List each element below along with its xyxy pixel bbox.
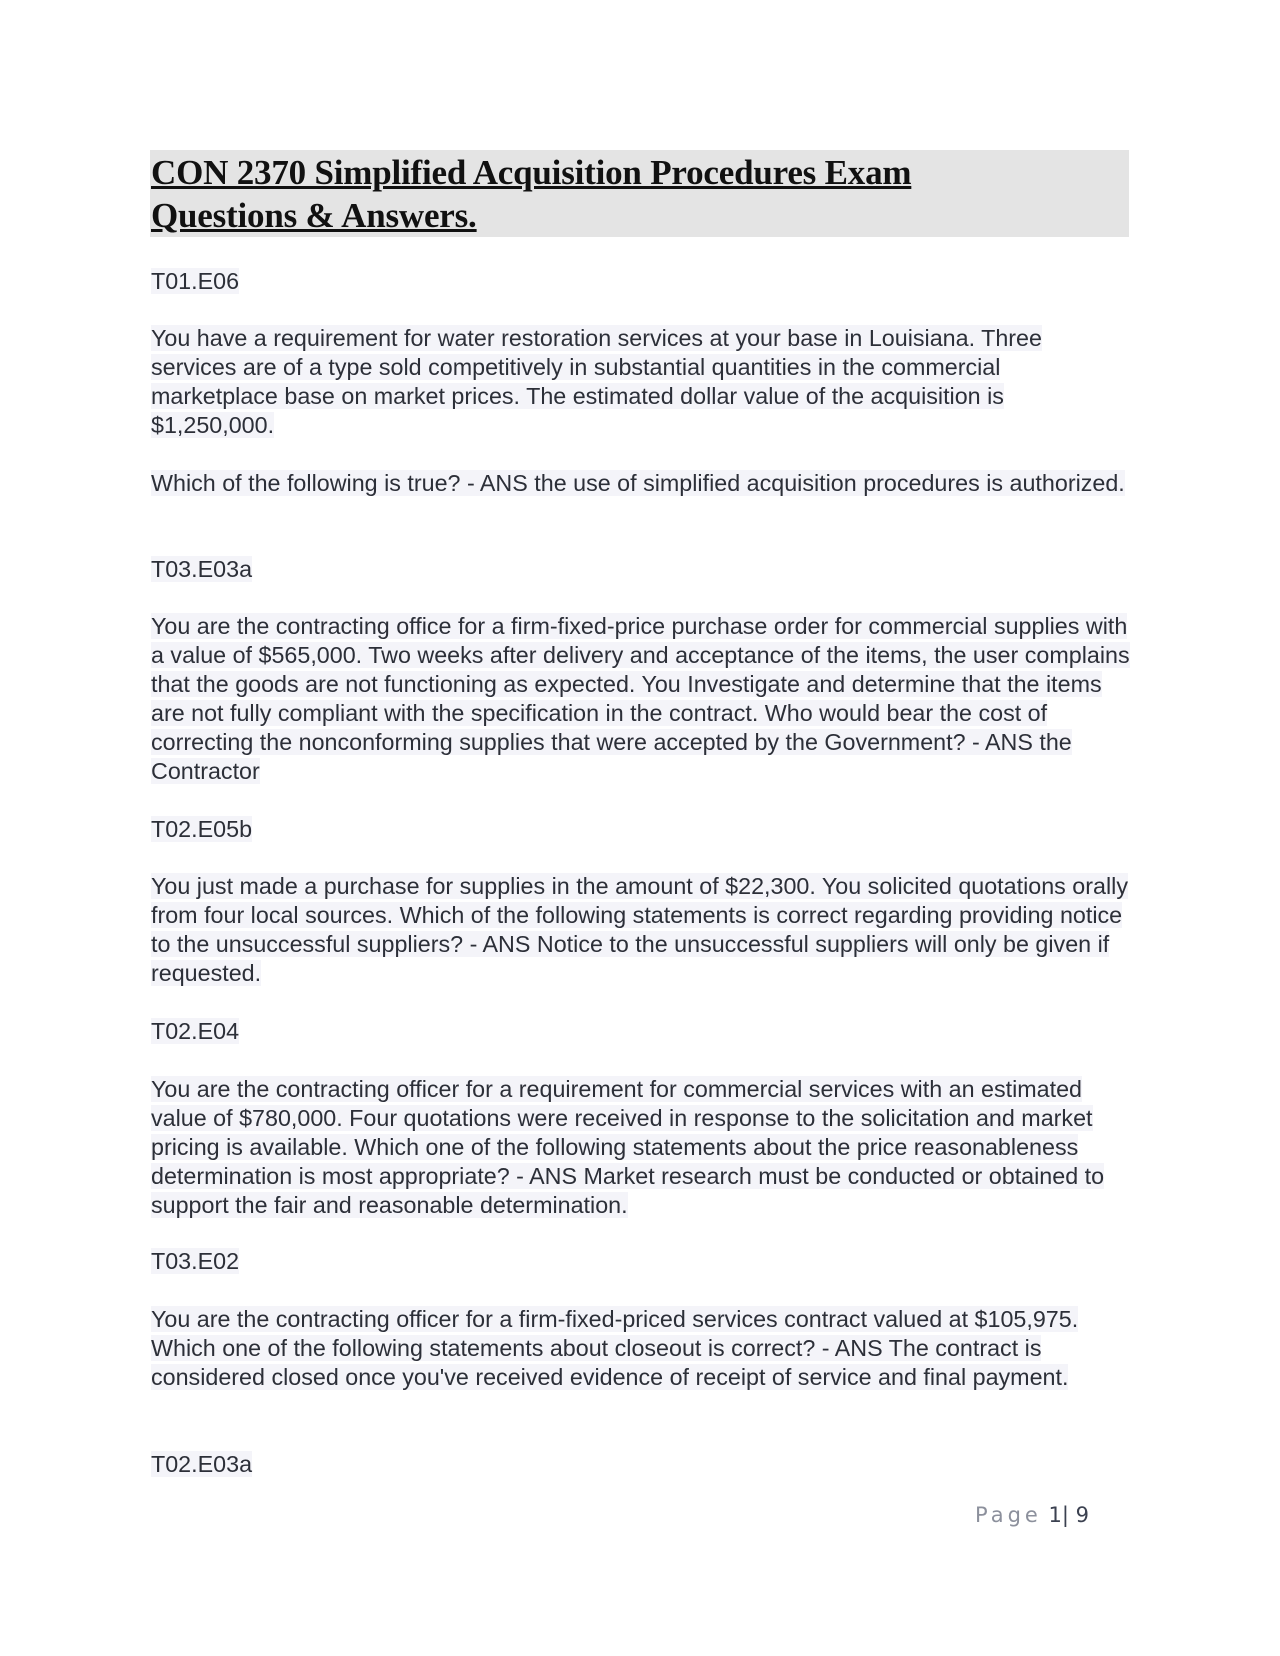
question-id-text: T01.E06 bbox=[151, 268, 240, 294]
question-text-content: You just made a purchase for supplies in the amount of $22,300. You solicited quotations orally from four local sources. Which of the following statements is correct regarding providing notice to the unsuccessful suppliers? - ANS Notice to the unsuccessful suppliers will only be given if requested. bbox=[151, 873, 1128, 986]
question-text-content: You are the contracting officer for a requirement for commercial services with an estimated value of $780,000. Four quotations were received in response to the solicitation and market pricing is available. Which one of the following statements about the price reasonableness determination is most appropriate? - ANS Market research must be conducted or obtained to support the fair and reasonable determination. bbox=[151, 1076, 1105, 1218]
question-id bbox=[151, 815, 1131, 844]
question-answer bbox=[151, 469, 1131, 498]
question-text bbox=[151, 872, 1131, 988]
question-answer-content: Which of the following is true? - ANS the use of simplified acquisition procedures is authorized. bbox=[151, 470, 1125, 496]
question-id-text: T02.E05b bbox=[151, 816, 253, 842]
question-id-text: T03.E03a bbox=[151, 556, 253, 582]
question-text-content: You have a requirement for water restoration services at your base in Louisiana. Three services are of a type sold competitively in substantial quantities in the commercial marketplace base on market prices. The estimated dollar value of the acquisition is $1,250,000. bbox=[151, 325, 1042, 438]
total-pages: 9 bbox=[1075, 1503, 1090, 1527]
question-text bbox=[151, 1075, 1131, 1220]
question-id bbox=[151, 1247, 1131, 1276]
document-title bbox=[151, 151, 1111, 237]
question-id bbox=[151, 555, 1131, 584]
question-text bbox=[151, 1305, 1131, 1392]
question-text bbox=[151, 612, 1131, 785]
question-id-text: T03.E02 bbox=[151, 1248, 240, 1274]
title-line-2: Questions & Answers. bbox=[151, 196, 477, 235]
page-label: Page bbox=[975, 1503, 1042, 1527]
question-id-text: T02.E04 bbox=[151, 1018, 240, 1044]
page-separator: | bbox=[1061, 1503, 1069, 1527]
question-id-text: T02.E03a bbox=[151, 1451, 253, 1477]
question-id bbox=[151, 1017, 1131, 1046]
question-id bbox=[151, 1450, 1131, 1479]
page-footer bbox=[975, 1503, 1089, 1527]
title-line-1: CON 2370 Simplified Acquisition Procedures Exam bbox=[151, 153, 912, 192]
question-id bbox=[151, 267, 1131, 296]
current-page-number: 1 bbox=[1048, 1503, 1062, 1527]
question-text-content: You are the contracting office for a firm-fixed-price purchase order for commercial supplies with a value of $565,000. Two weeks after delivery and acceptance of the items, the user complains that the goods are not functioning as expected. You Investigate and determine that the items are not fully compliant with the specification in the contract. Who would bear the cost of correcting the nonconforming supplies that were accepted by the Government? - ANS the Contractor bbox=[151, 613, 1130, 784]
question-text bbox=[151, 324, 1131, 440]
question-text-content: You are the contracting officer for a firm-fixed-priced services contract valued at $105,975. Which one of the following statements about closeout is correct? - ANS The contract is considered closed once you've received evidence of receipt of service and final payment. bbox=[151, 1306, 1079, 1390]
